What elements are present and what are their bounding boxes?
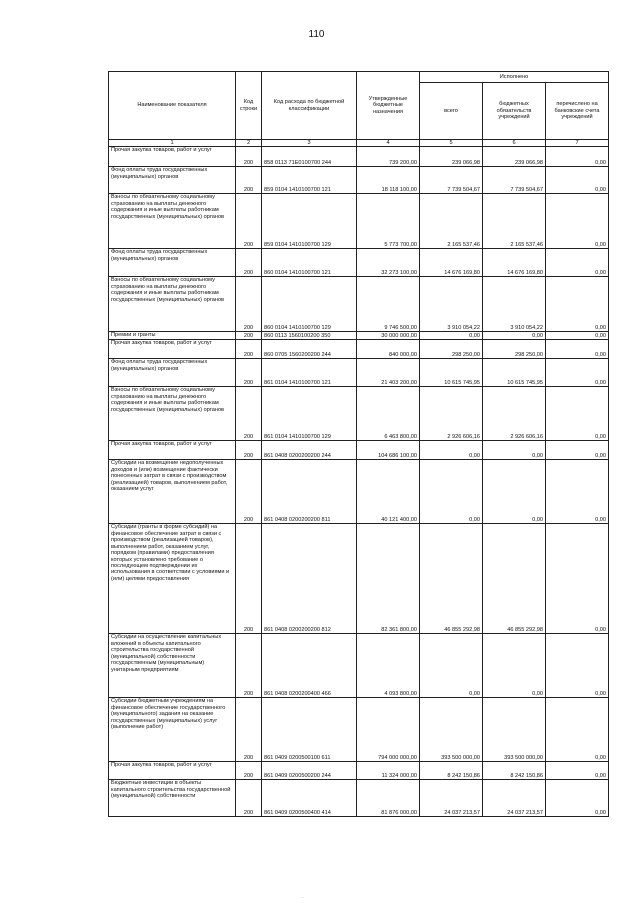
budget-code: 860 0705 1560200200 244: [262, 340, 357, 359]
indicator-name: Прочая закупка товаров, работ и услуг: [109, 147, 236, 167]
executed-obligations: 24 037 213,57: [483, 780, 546, 817]
executed-transferred: 0,00: [546, 147, 609, 167]
approved-amount: 794 000 000,00: [357, 698, 420, 762]
approved-amount: 840 000,00: [357, 340, 420, 359]
executed-total: 2 165 537,46: [420, 194, 483, 249]
row-code: 200: [236, 460, 262, 524]
approved-amount: 81 876 000,00: [357, 780, 420, 817]
header-bank-transferred: перечислено на банковские счета учреждений: [546, 83, 609, 140]
table-row: [109, 340, 609, 359]
executed-obligations: 298 250,00: [483, 340, 546, 359]
table-row: [109, 524, 609, 634]
budget-code: 861 0408 0200200400 466: [262, 634, 357, 698]
row-code: 200: [236, 277, 262, 332]
executed-transferred: 0,00: [546, 441, 609, 460]
indicator-name: Субсидии (гранты в форме субсидий) на финансовое обеспечение затрат в связи с производством (реализацией товаров), выполнением работ, оказанием услуг, порядком (правилами) предоставления которых установлено требование о последующем подтверждении их использования в соответствии с условиями и (или) целями предоставления: [109, 524, 236, 634]
table-row: [109, 277, 609, 332]
column-number: 3: [262, 140, 357, 147]
indicator-name: Взносы по обязательному социальному страхованию на выплаты денежного содержания и иные выплаты работникам государственных (муниципальных) органов: [109, 387, 236, 441]
budget-code: 861 0408 0200200200 812: [262, 524, 357, 634]
approved-amount: 739 200,00: [357, 147, 420, 167]
budget-code: 861 0408 0200200200 244: [262, 441, 357, 460]
row-code: 200: [236, 780, 262, 817]
approved-amount: 82 361 800,00: [357, 524, 420, 634]
row-code: 200: [236, 147, 262, 167]
approved-amount: 9 746 500,00: [357, 277, 420, 332]
executed-obligations: 14 676 169,80: [483, 249, 546, 277]
approved-amount: 18 118 100,00: [357, 167, 420, 194]
column-number: 5: [420, 140, 483, 147]
executed-transferred: 0,00: [546, 460, 609, 524]
executed-obligations: 0,00: [483, 460, 546, 524]
executed-total: 10 615 745,95: [420, 359, 483, 387]
table-row: [109, 359, 609, 387]
approved-amount: 21 403 200,00: [357, 359, 420, 387]
approved-amount: 4 093 800,00: [357, 634, 420, 698]
executed-obligations: 3 910 054,22: [483, 277, 546, 332]
indicator-name: Фонд оплаты труда государственных (муниципальных) органов: [109, 167, 236, 194]
indicator-name: Взносы по обязательному социальному страхованию на выплаты денежного содержания и иные выплаты работникам государственных (муниципальных) органов: [109, 277, 236, 332]
row-code: 200: [236, 340, 262, 359]
header-budget-obligations: бюджетных обязательств учреждений: [483, 83, 546, 140]
executed-transferred: 0,00: [546, 387, 609, 441]
row-code: 200: [236, 698, 262, 762]
header-row-code: Код строки: [236, 72, 262, 140]
executed-obligations: 0,00: [483, 634, 546, 698]
executed-obligations: 2 165 537,46: [483, 194, 546, 249]
executed-obligations: 10 615 745,95: [483, 359, 546, 387]
column-numbers-row: [109, 140, 609, 147]
row-code: 200: [236, 194, 262, 249]
indicator-name: Субсидии на возмещение недополученных доходов и (или) возмещение фактически понесенных затрат в связи с производством (реализацией) товаров, выполнением работ, оказанием услуг: [109, 460, 236, 524]
executed-total: 0,00: [420, 460, 483, 524]
table-row: [109, 147, 609, 167]
indicator-name: Субсидии бюджетным учреждениям на финансовое обеспечение государственного (муниципального) задания на оказание государственных (муниципальных) услуг (выполнение работ): [109, 698, 236, 762]
indicator-name: Прочая закупка товаров, работ и услуг: [109, 340, 236, 359]
executed-total: 46 855 292,98: [420, 524, 483, 634]
table-row: [109, 441, 609, 460]
executed-transferred: 0,00: [546, 194, 609, 249]
budget-code: 861 0409 0200500100 611: [262, 698, 357, 762]
approved-amount: 30 000 000,00: [357, 332, 420, 340]
row-code: 200: [236, 387, 262, 441]
row-code: 200: [236, 524, 262, 634]
header-total: всего: [420, 83, 483, 140]
row-code: 200: [236, 762, 262, 780]
indicator-name: Прочая закупка товаров, работ и услуг: [109, 762, 236, 780]
table-row: [109, 460, 609, 524]
indicator-name: Субсидии на осуществление капитальных вложений в объекты капитального строительства государственной (муниципальной) собственности государственным (муниципальным) унитарным предприятиям: [109, 634, 236, 698]
table-row: [109, 387, 609, 441]
table-row: [109, 780, 609, 817]
header-executed: Исполнено: [420, 72, 609, 83]
row-code: 200: [236, 332, 262, 340]
approved-amount: 40 121 400,00: [357, 460, 420, 524]
executed-transferred: 0,00: [546, 524, 609, 634]
table-row: [109, 332, 609, 340]
table-row: [109, 762, 609, 780]
executed-obligations: 0,00: [483, 441, 546, 460]
executed-total: 239 066,98: [420, 147, 483, 167]
executed-transferred: 0,00: [546, 340, 609, 359]
executed-transferred: 0,00: [546, 332, 609, 340]
row-code: 200: [236, 441, 262, 460]
executed-transferred: 0,00: [546, 277, 609, 332]
executed-total: 0,00: [420, 441, 483, 460]
budget-execution-table: [108, 71, 609, 817]
executed-transferred: 0,00: [546, 762, 609, 780]
executed-transferred: 0,00: [546, 634, 609, 698]
executed-obligations: 393 500 000,00: [483, 698, 546, 762]
table-row: [109, 249, 609, 277]
executed-obligations: 8 242 150,86: [483, 762, 546, 780]
column-number: 1: [109, 140, 236, 147]
budget-code: 861 0408 0200200200 811: [262, 460, 357, 524]
executed-transferred: 0,00: [546, 698, 609, 762]
executed-obligations: 7 739 504,67: [483, 167, 546, 194]
executed-transferred: 0,00: [546, 780, 609, 817]
executed-total: 24 037 213,57: [420, 780, 483, 817]
indicator-name: Премии и гранты: [109, 332, 236, 340]
header-indicator-name: Наименование показателя: [109, 72, 236, 140]
stray-mark: ·: [302, 895, 304, 901]
executed-transferred: 0,00: [546, 249, 609, 277]
column-number: 4: [357, 140, 420, 147]
budget-code: 860 0104 1410100700 129: [262, 277, 357, 332]
executed-total: 0,00: [420, 332, 483, 340]
executed-total: 8 242 150,86: [420, 762, 483, 780]
table-row: [109, 698, 609, 762]
executed-transferred: 0,00: [546, 359, 609, 387]
budget-code: 858 0113 71Е0100700 244: [262, 147, 357, 167]
executed-total: 393 500 000,00: [420, 698, 483, 762]
executed-obligations: 2 926 606,16: [483, 387, 546, 441]
page-number: 110: [308, 29, 325, 40]
approved-amount: 32 273 100,00: [357, 249, 420, 277]
row-code: 200: [236, 167, 262, 194]
budget-code: 861 0104 1410100700 121: [262, 359, 357, 387]
approved-amount: 5 773 700,00: [357, 194, 420, 249]
header-budget-code: Код расхода по бюджетной классификации: [262, 72, 357, 140]
executed-obligations: 46 855 292,98: [483, 524, 546, 634]
table-row: [109, 194, 609, 249]
executed-total: 3 910 054,22: [420, 277, 483, 332]
indicator-name: Фонд оплаты труда государственных (муниципальных) органов: [109, 359, 236, 387]
executed-total: 2 926 606,16: [420, 387, 483, 441]
executed-transferred: 0,00: [546, 167, 609, 194]
table-row: [109, 167, 609, 194]
row-code: 200: [236, 359, 262, 387]
header-approved: Утвержденные бюджетные назначения: [357, 72, 420, 140]
column-number: 2: [236, 140, 262, 147]
executed-total: 14 676 169,80: [420, 249, 483, 277]
budget-code: 861 0104 1410100700 129: [262, 387, 357, 441]
budget-code: 859 0104 1410100700 121: [262, 167, 357, 194]
indicator-name: Фонд оплаты труда государственных (муниципальных) органов: [109, 249, 236, 277]
executed-total: 7 739 504,67: [420, 167, 483, 194]
column-number: 7: [546, 140, 609, 147]
row-code: 200: [236, 634, 262, 698]
row-code: 200: [236, 249, 262, 277]
table-row: [109, 634, 609, 698]
budget-code: 861 0409 0200500400 414: [262, 780, 357, 817]
budget-code: 860 0104 1410100700 121: [262, 249, 357, 277]
indicator-name: Прочая закупка товаров, работ и услуг: [109, 441, 236, 460]
executed-obligations: 0,00: [483, 332, 546, 340]
indicator-name: Бюджетные инвестиции в объекты капитального строительства государственной (муниципальной) собственности: [109, 780, 236, 817]
approved-amount: 11 324 000,00: [357, 762, 420, 780]
executed-total: 0,00: [420, 634, 483, 698]
budget-code: 861 0409 0200500200 244: [262, 762, 357, 780]
approved-amount: 104 686 100,00: [357, 441, 420, 460]
indicator-name: Взносы по обязательному социальному страхованию на выплаты денежного содержания и иные выплаты работникам государственных (муниципальных) органов: [109, 194, 236, 249]
column-number: 6: [483, 140, 546, 147]
approved-amount: 6 463 800,00: [357, 387, 420, 441]
executed-obligations: 239 066,98: [483, 147, 546, 167]
executed-total: 298 250,00: [420, 340, 483, 359]
budget-code: 860 0113 1560100200 350: [262, 332, 357, 340]
budget-code: 859 0104 1410100700 129: [262, 194, 357, 249]
